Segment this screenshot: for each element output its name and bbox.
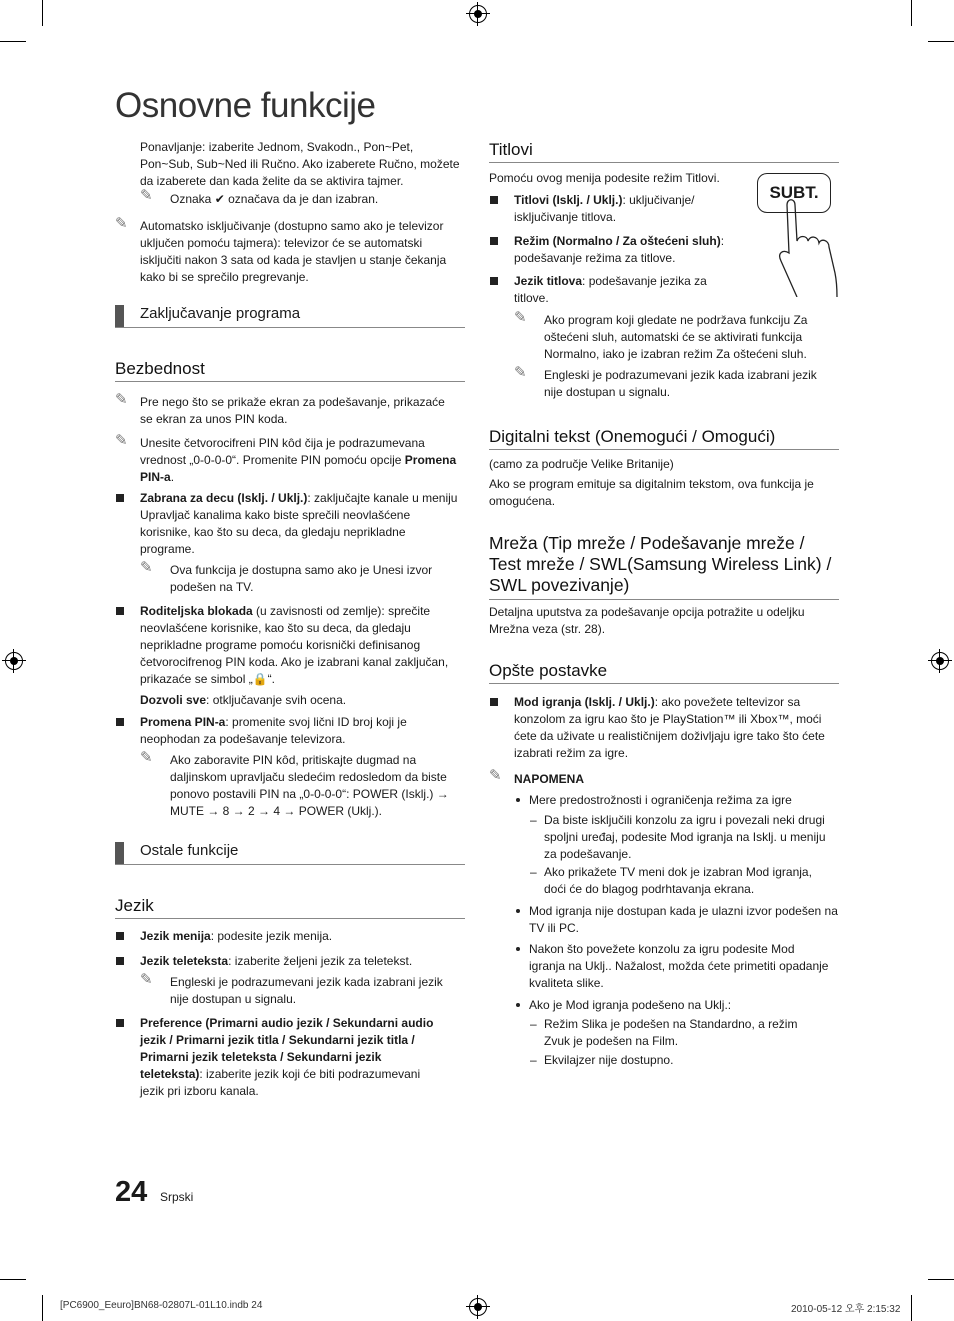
bullet-bold: Jezik menija [140,929,211,943]
heading-network: Mreža (Tip mreže / Podešavanje mreže / Test mreže / SWL(Samsung Wireless Link) / SWL povezivanje) [489,533,839,600]
crop-mark [911,1295,912,1321]
digital-region: (camo za područje Velike Britanije) [489,457,674,471]
bullet-preference [140,1015,445,1100]
bullet-text: : otključavanje svih ocena. [206,693,347,707]
note-text: Engleski je podrazumevani jezik kada izabrani jezik nije dostupan u signalu. [170,975,443,1006]
dash-marker: – [530,865,537,879]
registration-mark-icon [469,1298,487,1316]
auto-off-paragraph: Automatsko isključivanje (dostupno samo ako je televizor uključen pomoću tajmera): televizor će se automatski isključiti nakon 3 sata od kada je stavljen u stanje čekanja kako bi se sprečilo pregrevanje. [140,219,447,284]
bullet-game-mode [514,694,834,762]
bullet-text: : izaberite željeni jezik za teletekst. [228,954,413,968]
bullet-text: : uključivanje/ isključivanje titlova. [514,193,695,224]
note-icon: ✎ [140,186,153,204]
section-heading-lock: Zaključavanje programa [140,305,301,322]
registration-mark-icon [5,652,23,670]
pointing-hand-icon [757,173,841,297]
bullet-dot [516,947,520,951]
footer-language: Srpski [160,1190,194,1204]
page-title: Osnovne funkcije [115,86,376,125]
bullet-text: (u zavisnosti od zemlje): sprečite neovlašćene korisnike, kao što su deca, da gledaju neprikladne programe pomoću korisnički definisanog četvorocifrenog PIN koda. Ako je izabrani kanal zaključan, prikazaće se simbol „🔒“. [140,604,449,686]
registration-mark-icon [931,652,949,670]
bullet-bold: Roditeljska blokada [140,604,253,618]
note-icon: ✎ [140,970,153,988]
dash-marker: – [530,1017,537,1031]
page-number: 24 [115,1176,148,1208]
bullet-square [116,957,124,965]
registration-mark-icon [469,5,487,23]
bullet-bold: Promena PIN-a [140,715,226,729]
note-text: Pre nego što se prikaže ekran za podešavanje, prikazaće se ekran za unos PIN koda. [140,395,445,426]
bullet-bold: Režim (Normalno / Za oštećeni sluh) [514,234,721,248]
bullet-dot [516,909,520,913]
crop-mark [928,1279,954,1280]
crop-mark [42,0,43,26]
note-label: Oznaka [170,192,212,206]
note-icon: ✎ [115,390,128,408]
dash-marker: – [530,813,537,827]
bullet-bold: Jezik titlova [514,274,583,288]
bullet-text: : podesite jezik menija. [210,929,333,943]
bullet-square [116,494,124,502]
bullet-square [490,237,498,245]
subtitle-intro: Pomoću ovog menija podesite režim Titlovi. [489,171,720,185]
bullet-change-pin [140,714,460,748]
bullet-bold: Titlovi (Isklj. / Uklj.) [514,193,623,207]
bullet-menu-language [140,928,460,945]
note-icon: ✎ [140,558,153,576]
bullet-text: : promenite svoj lični ID broj koji je neophodan za podešavanje televizora. [140,715,407,746]
section-bar [115,842,124,864]
crop-mark [0,41,26,42]
footer-file-info: [PC6900_Eeuro]BN68-02807L-01L10.indb 24 [60,1300,263,1311]
note-text-part: Unesite četvorocifreni PIN kôd čija je podrazumevana vrednost „0-0-0-0“. Promenite PIN pomoću opcije [140,436,425,467]
bullet-parental-lock [140,603,460,688]
note-text: Unesite četvorocifreni PIN kôd čija je podrazumevana vrednost „0-0-0-0“. Promenite PIN pomoću opcije Promena PIN-a. [140,436,457,484]
bullet-square [116,718,124,726]
digital-description: Ako se program emituje sa digitalnim tekstom, ova funkcija je omogućena. [489,477,814,508]
note-icon: ✎ [514,308,527,326]
heading-bezbednost: Bezbednost [115,359,465,382]
dash-item: Da biste isključili konzolu za igru i povezali neki drugi spoljni uređaj, podesite Mod igranja na Isklj. u meniju za podešavanje. [544,813,826,861]
note-heading: NAPOMENA [514,772,585,786]
section-bar [115,305,124,327]
subt-button-illustration [757,173,841,297]
bullet-square [116,607,124,615]
bullet-text: : podešavanje jezika za titlove. [514,274,707,305]
dot-item: Ako je Mod igranja podešeno na Uklj.: [529,998,732,1012]
note-text [170,191,460,208]
note-text: Ova funkcija je dostupna samo ako je Unesi izvor podešen na TV. [170,563,433,594]
bullet-bold: Jezik teleteksta [140,954,229,968]
crop-mark [0,1279,26,1280]
note-icon: ✎ [115,214,128,232]
note-label: označava da je dan izabran. [228,192,379,206]
check-icon: ✔ [214,192,225,206]
bullet-dot [516,798,520,802]
crop-mark [928,41,954,42]
note-text: Ako zaboravite PIN kôd, pritiskajte dugmad na daljinskom upravljaču sledećim redosledom da biste ponovo postavili PIN na „0-0-0-0“: POWER (Isklj.) → MUTE → 8 → 2 → 4 → POWER (Uklj.). [170,753,449,818]
allow-all-text [140,692,460,709]
dash-marker: – [530,1053,537,1067]
bullet-square [490,196,498,204]
dash-item: Ekvilajzer nije dostupno. [544,1053,674,1067]
bullet-bold: Preference (Primarni audio jezik / Sekundarni audio jezik / Primarni jezik titla / Sekundarni jezik titla / Primarni jezik teleteksta / Sekundarni jezik teleteksta) [140,1016,434,1081]
note-text: Ako program koji gledate ne podržava funkciju Za oštećeni sluh, automatski će se aktivirati funkcija Normalno, iako je izabran režim Za oštećeni sluh. [544,313,808,361]
bullet-mode [514,233,754,267]
heading-general: Opšte postavke [489,661,839,684]
bullet-square [490,698,498,706]
bullet-subtitle-language [514,273,724,307]
bullet-bold: Dozvoli sve [140,693,207,707]
bullet-square [490,277,498,285]
bullet-text: : ako povežete teltevizor sa konzolom za igru kao što je PlayStation™ ili Xbox™, moći ćete da uživate u realističnijem doživljaju igre tako što ćete izabrati režim za igre. [514,695,825,760]
bullet-text: : podešavanje režima za titlove. [514,234,725,265]
dot-item: Mod igranja nije dostupan kada je ulazni izvor podešen na TV ili PC. [529,904,838,935]
heading-jezik: Jezik [115,896,465,919]
crop-mark [42,1295,43,1321]
footer-date-info: 2010-05-12 오후 2:15:32 [791,1304,901,1315]
note-icon: ✎ [115,431,128,449]
subt-button-label: SUBT. [757,173,831,213]
note-icon: ✎ [514,363,527,381]
section-heading-other: Ostale funkcije [140,842,239,859]
dash-item: Režim Slika je podešen na Standardno, a režim Zvuk je podešen na Film. [544,1017,798,1048]
bullet-dot [516,1003,520,1007]
bullet-square [116,1019,124,1027]
crop-mark [911,0,912,26]
bullet-bold: Mod igranja (Isklj. / Uklj.) [514,695,655,709]
bullet-text: : izaberite jezik koji će biti podrazumevani jezik pri izboru kanala. [140,1067,421,1098]
dash-item: Ako prikažete TV meni dok je izabran Mod igranja, doći će do blagog podrhtavanja ekrana. [544,865,812,896]
note-text: Engleski je podrazumevani jezik kada izabrani jezik nije dostupan u signalu. [544,368,817,399]
divider [115,864,465,865]
dot-item: Nakon što povežete konzolu za igru podesite Mod igranja na Uklj.. Nažalost, možda ćete primetiti opadanje kvaliteta slike. [529,942,829,990]
bullet-text: : zaključajte kanale u meniju Upravljač kanalima kako biste sprečili neovlašćene korisnike, kao što su deca, da gledaju neprikladne programe. [140,491,458,556]
bullet-child-lock [140,490,460,558]
network-description: Detaljna uputstva za podešavanje opcija potražite u odeljku Mrežna veza (str. 28). [489,605,805,636]
bullet-square [116,932,124,940]
heading-titlovi: Titlovi [489,140,839,163]
note-icon: ✎ [140,748,153,766]
note-bold: Promena PIN-a [140,453,457,484]
repeat-paragraph: Ponavljanje: izaberite Jednom, Svakodn., Pon~Pet, Pon~Sub, Sub~Ned ili Ručno. Ako izaberete Ručno, možete da izaberete dan kada želite da se aktivira tajmer. [140,140,460,188]
heading-digital-text: Digitalni tekst (Onemogući / Omogući) [489,427,839,450]
bullet-subtitles [514,192,714,226]
note-icon: ✎ [489,766,502,784]
dot-item: Mere predostrožnosti i ograničenja režima za igre [529,793,792,807]
divider [115,327,465,328]
bullet-bold: Zabrana za decu (Isklj. / Uklj.) [140,491,308,505]
bullet-teletext-language [140,953,460,970]
